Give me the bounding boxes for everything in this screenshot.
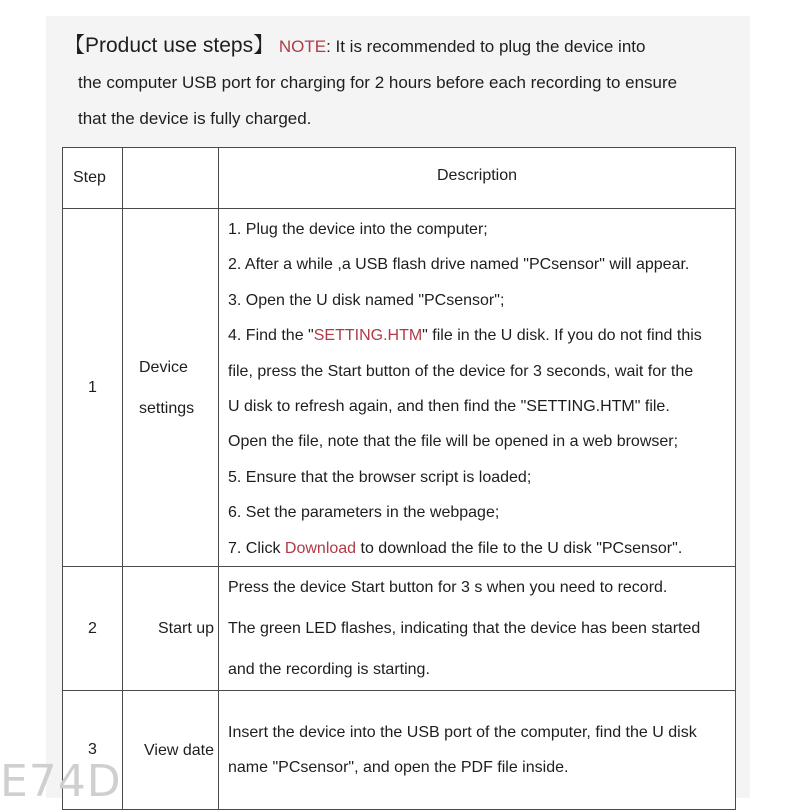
desc-line: 3. Open the U disk named "PCsensor"; (228, 291, 505, 309)
table-row (63, 209, 736, 567)
desc-line: 5. Ensure that the browser script is loaded; (228, 468, 532, 486)
step-number: 1 (63, 209, 123, 567)
step-number: 2 (63, 567, 123, 691)
steps-table (62, 147, 736, 810)
desc-line: Press the device Start button for 3 s when you need to record. (228, 579, 668, 597)
watermark: E74D (0, 756, 122, 807)
step-name: View date (123, 691, 219, 810)
section-title: 【Product use steps】 (64, 34, 275, 57)
desc-line: Insert the device into the USB port of the computer, find the U disk (228, 724, 697, 742)
desc-line: U disk to refresh again, and then find the "SETTING.HTM" file. (228, 398, 670, 416)
step-description (219, 691, 736, 810)
intro-paragraph (64, 28, 744, 137)
desc-line (228, 531, 729, 566)
desc-line-7-pre: 7. Click (228, 539, 285, 557)
desc-line: The green LED flashes, indicating that the device has been started (228, 620, 701, 638)
desc-line-4-pre: 4. Find the " (228, 327, 314, 345)
step-number: 3 (63, 691, 123, 810)
note-label: NOTE (278, 37, 327, 56)
desc-line-4-post: " file in the U disk. If you do not find this (422, 327, 702, 345)
desc-line: Open the file, note that the file will be opened in a web browser; (228, 433, 679, 451)
table-row (63, 691, 736, 810)
note-text-2: the computer USB port for charging for 2 hours before each recording to ensure (78, 73, 678, 92)
table-header-row (63, 148, 736, 209)
header-description: Description (219, 148, 736, 209)
step-name: Start up (123, 567, 219, 691)
note-text-1: : It is recommended to plug the device into (326, 37, 646, 56)
step-name-line2: settings (139, 399, 195, 417)
header-blank (123, 148, 219, 209)
desc-line (228, 318, 729, 353)
setting-htm-highlight: SETTING.HTM (313, 327, 423, 345)
step-description (219, 209, 736, 567)
download-link[interactable]: Download (284, 539, 357, 557)
header-step: Step (63, 148, 123, 209)
step-description (219, 567, 736, 691)
step-name-line1: Device (139, 358, 188, 376)
desc-line: name "PCsensor", and open the PDF file inside. (228, 759, 569, 777)
step-name (123, 209, 219, 567)
desc-line: 1. Plug the device into the computer; (228, 221, 488, 238)
table-row (63, 567, 736, 691)
desc-line-7-post: to download the file to the U disk "PCsensor". (356, 539, 683, 557)
desc-line: and the recording is starting. (228, 661, 430, 679)
note-text-3: that the device is fully charged. (78, 109, 312, 128)
desc-line: 2. After a while ,a USB flash drive named "PCsensor" will appear. (228, 256, 690, 274)
desc-line: 6. Set the parameters in the webpage; (228, 504, 500, 522)
desc-line: file, press the Start button of the device for 3 seconds, wait for the (228, 362, 694, 380)
